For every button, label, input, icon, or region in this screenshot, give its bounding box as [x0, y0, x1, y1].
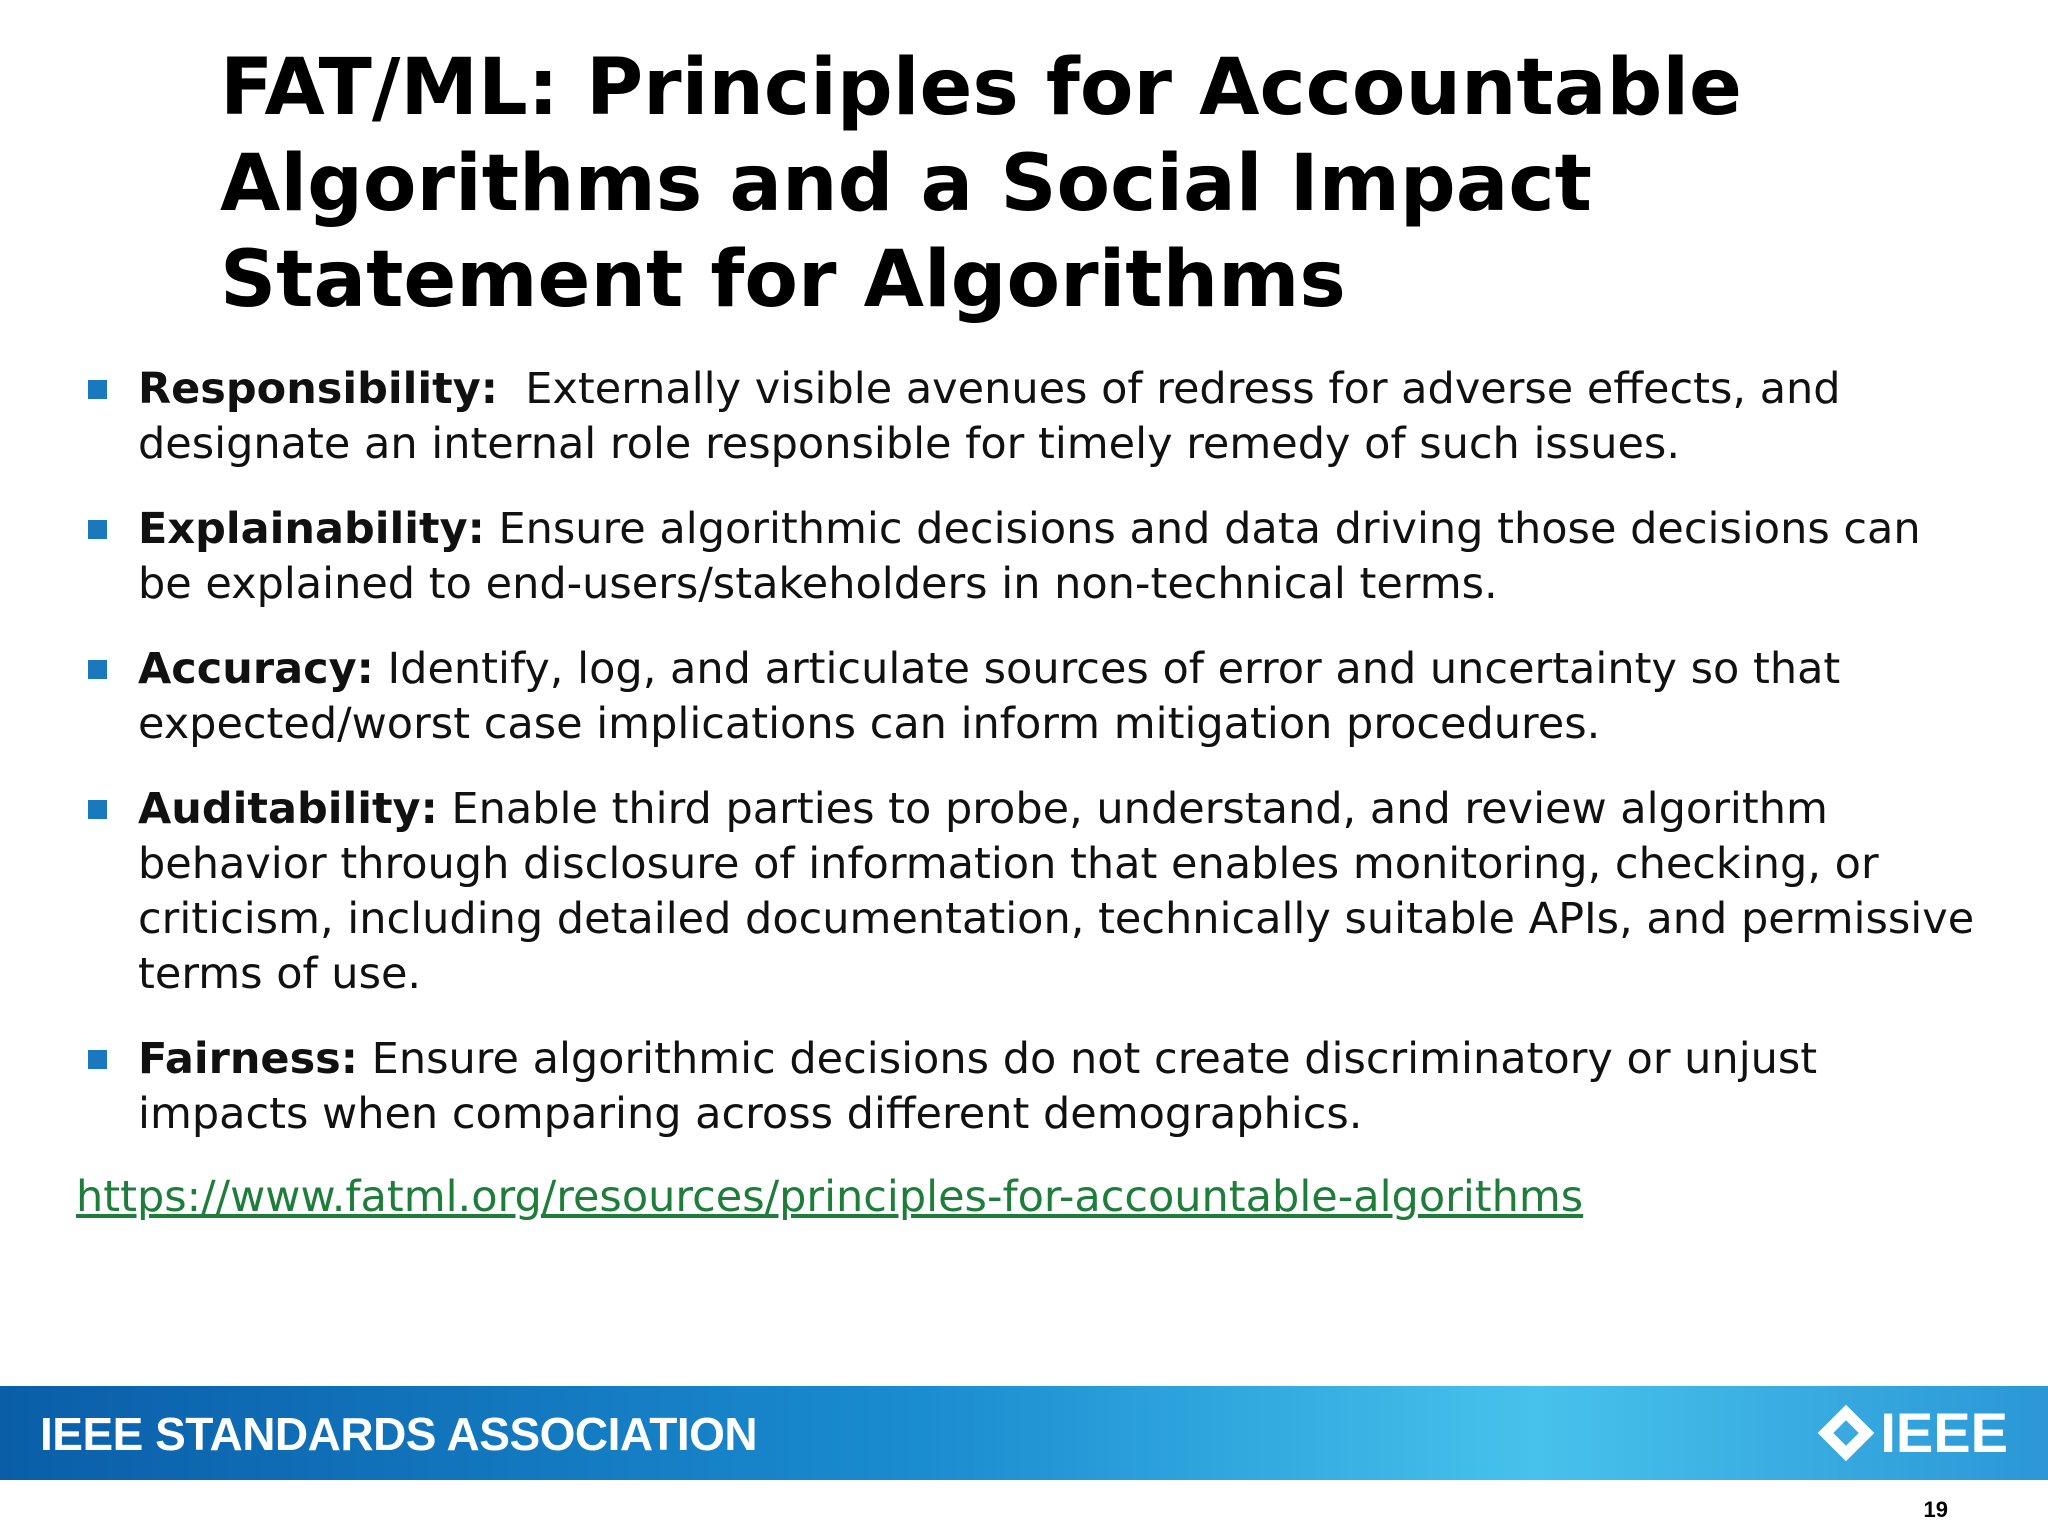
bullet-term: Fairness:: [138, 1034, 358, 1084]
bullet-explainability: [80, 502, 1980, 612]
square-bullet-icon: [88, 1050, 107, 1069]
bullet-text: Ensure algorithmic decisions and data driving those decisions can be explained to end-users/stakeholders in non-technical terms.: [138, 504, 1935, 609]
bullet-term: Responsibility:: [138, 364, 498, 414]
square-bullet-icon: [88, 380, 107, 399]
bullet-text: Externally visible avenues of redress for adverse effects, and designate an internal role responsible for timely remedy of such issues.: [138, 364, 1855, 469]
bullet-term: Explainability:: [138, 504, 485, 554]
bullet-responsibility: [80, 362, 1980, 472]
page-number: 19: [1923, 1497, 1948, 1522]
ieee-diamond-icon: [1818, 1405, 1875, 1462]
slide-title: FAT/ML: Principles for Accountable Algorithms and a Social Impact Statement for Algorithms: [220, 43, 1742, 325]
bullet-term: Auditability:: [138, 784, 438, 834]
bullet-accuracy: [80, 642, 1980, 752]
square-bullet-icon: [88, 800, 107, 819]
footer-organization: IEEE STANDARDS ASSOCIATION: [40, 1408, 758, 1460]
bullet-text: Identify, log, and articulate sources of error and uncertainty so that expected/worst case implications can inform mitigation procedures.: [138, 644, 1854, 749]
principles-list: [80, 362, 1988, 1172]
bullet-auditability: [80, 782, 1988, 1002]
bullet-fairness: [80, 1032, 1980, 1142]
square-bullet-icon: [88, 660, 107, 679]
ieee-wordmark: IEEE: [1880, 1401, 2008, 1464]
square-bullet-icon: [88, 520, 107, 539]
footer-band: [0, 1386, 2048, 1480]
bullet-text: Enable third parties to probe, understand, and review algorithm behavior through disclosure of information that enables monitoring, checking, or criticism, including detailed documentation, technically suitable APIs, and permissive terms of use.: [138, 784, 1988, 999]
bullet-text: Ensure algorithmic decisions do not create discriminatory or unjust impacts when comparing across different demographics.: [138, 1034, 1831, 1139]
fatml-source-link[interactable]: https://www.fatml.org/resources/principles-for-accountable-algorithms: [76, 1172, 1584, 1222]
bullet-term: Accuracy:: [138, 644, 374, 694]
ieee-logo: [1826, 1401, 2008, 1464]
